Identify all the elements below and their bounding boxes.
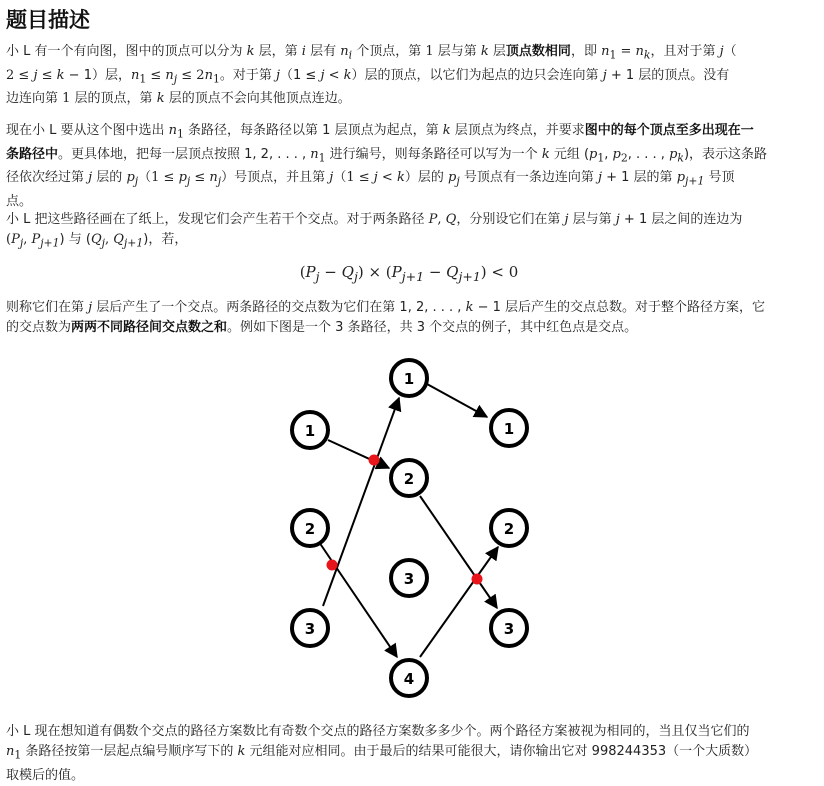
edge-path1-layer1: [328, 440, 389, 468]
vertex-node: [391, 360, 427, 396]
vertex-node: [292, 610, 328, 646]
vertex-label: 1: [503, 420, 515, 438]
crossing-point: [472, 574, 483, 585]
vertex-node: [391, 460, 427, 496]
edges: [319, 384, 498, 657]
paragraph-crossing-definition: 小 L 把这些路径画在了纸上，发现它们会产生若干个交点。对于两条路径 P, Q，分别设它们在第 j 层与第 j + 1 层之间的连边为 ($P_j$, $P_{j+1}$) 与 ($Q_j$, $Q_{j+1}$)，若，: [6, 212, 743, 250]
vertices: [292, 360, 527, 696]
vertex-label: 3: [503, 620, 515, 638]
crossing-formula: $(P_j - Q_j) \times (P_{j+1} - Q_{j+1}) < 0$: [299, 263, 519, 284]
edge-path1-layer2: [420, 496, 497, 608]
vertex-node: [292, 510, 328, 546]
edge-path3-layer1: [319, 542, 397, 657]
vertex-node: [491, 510, 527, 546]
vertex-label: 4: [403, 670, 415, 688]
vertex-label: 1: [403, 370, 415, 388]
crossing-point: [369, 455, 380, 466]
vertex-label: 1: [304, 422, 316, 440]
vertex-label: 3: [403, 570, 415, 588]
vertex-label: 2: [304, 520, 316, 538]
vertex-node: [292, 412, 328, 448]
edge-path2-layer2: [427, 384, 487, 417]
vertex-label: 3: [304, 620, 316, 638]
paragraph-crossing-count: 则称它们在第 j 层后产生了一个交点。两条路径的交点数为它们在第 1, 2, . . . , k − 1 层后产生的交点总数。对于整个路径方案，它 的交点数为两两不同路径间交点数之和。例如下图是一个 3 条路径，共 3 个交点的例子，其中红色点是交点。: [6, 300, 766, 335]
edge-path3-layer2: [420, 547, 498, 657]
edge-path2-layer1: [323, 398, 399, 606]
vertex-node: [491, 410, 527, 446]
paragraph-question: 小 L 现在想知道有偶数个交点的路径方案数比有奇数个交点的路径方案数多多少个。两个路径方案被视为相同的，当且仅当它们的 $n_1$ 条路径按第一层起点编号顺序写下的 k 元组能对应相同。由于最后的结果可能很大，请你输出它对 998244353（一个大质数） 取模后的值。: [6, 724, 758, 783]
vertex-node: [391, 560, 427, 596]
vertex-node: [391, 660, 427, 696]
page-title: 题目描述: [6, 8, 90, 32]
vertex-label: 2: [503, 520, 515, 538]
crossing-point: [327, 560, 338, 571]
paragraph-path-selection: 现在小 L 要从这个图中选出 $n_1$ 条路径，每条路径以第 1 层顶点为起点，第 k 层顶点为终点，并要求图中的每个顶点至多出现在一 条路径中。更具体地，把每一层顶点按照 1, 2, . . . , $n_1$ 进行编号，则每条路径可以写为一个 k 元组 ($p_1$, $p_2$, . . . , $p_k$)，表示这条路 径依次经过第 j 层的 $p_j(1 \le p_j \le n_j)$号顶点，并且第 j（1 ≤ j < k）层的 $p_j$ 号顶点有一条边连向第 j + 1 层的第 $p_{j+1}$ 号顶 点。: [6, 123, 768, 209]
vertex-label: 2: [403, 470, 415, 488]
paragraph-graph-definition: 小 L 有一个有向图，图中的顶点可以分为 k 层，第 i 层有 $n_i$ 个顶点，第 1 层与第 k 层顶点数相同，即 $n_1 = n_k$，且对于第 j（ 2 ≤ j ≤ k − 1）层，$n_1 \le n_j \le 2n_1$。对于第 j（1 ≤ j < k）层的顶点，以它们为起点的边只会连向第 j + 1 层的顶点。没有 边连向第 1 层的顶点，第 k 层的顶点不会向其他顶点连边。: [6, 44, 737, 107]
vertex-node: [491, 610, 527, 646]
